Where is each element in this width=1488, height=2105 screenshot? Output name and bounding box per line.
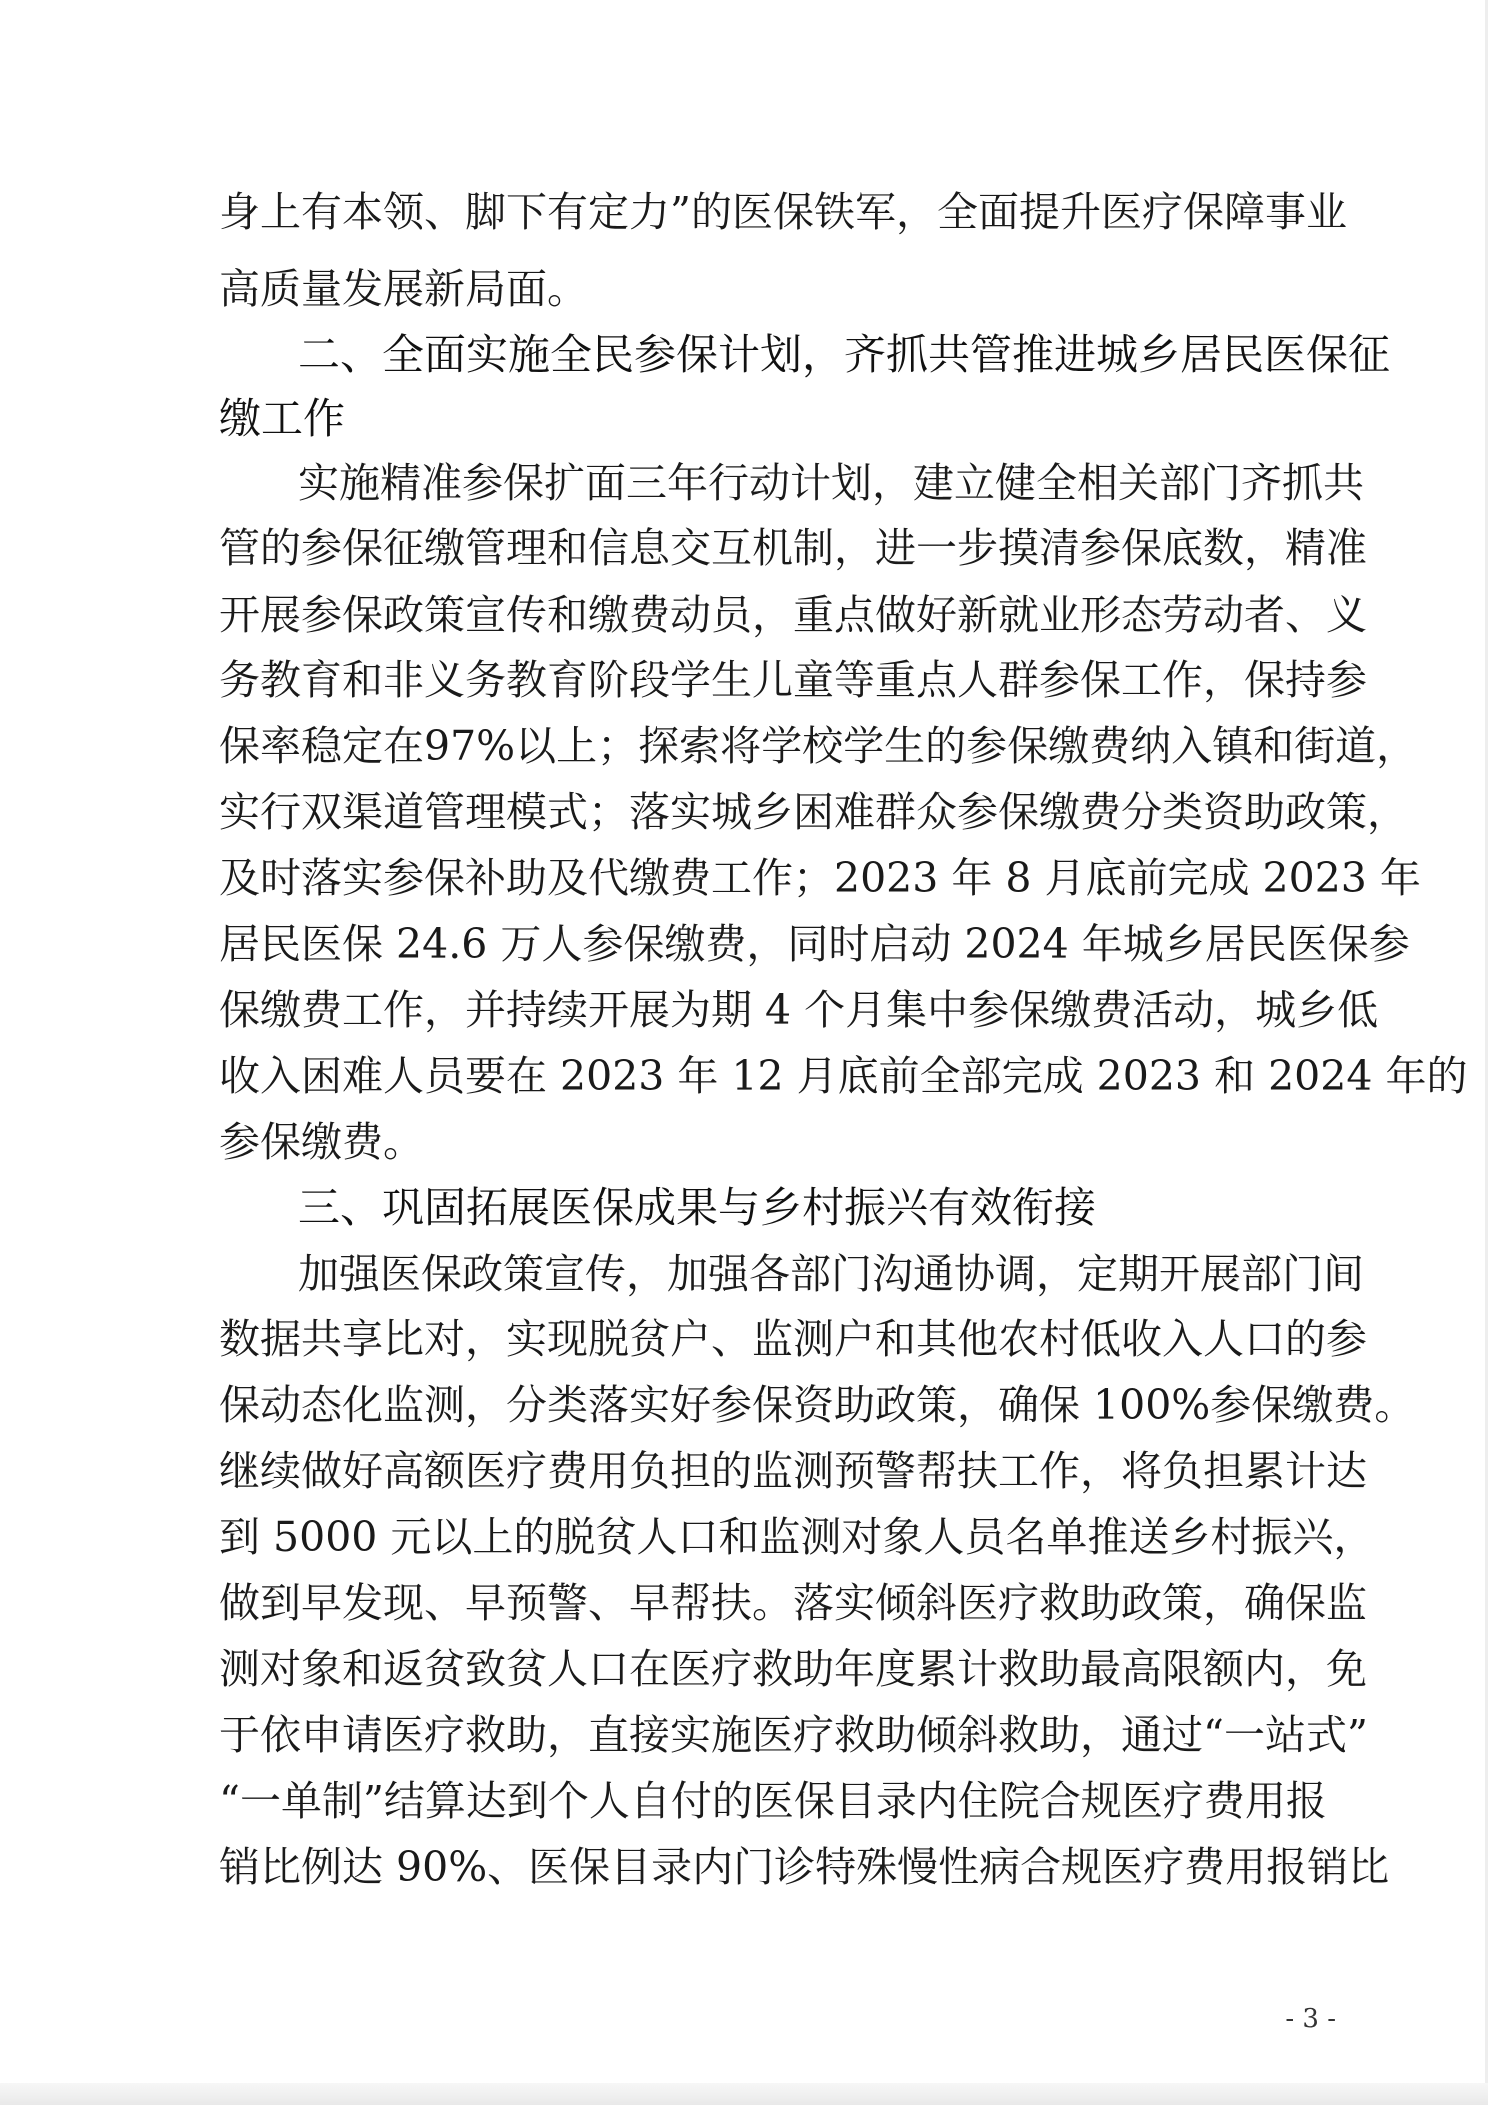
text-line: 实施精准参保扩面三年行动计划，建立健全相关部门齐抓共 xyxy=(298,459,1364,507)
text-line: 继续做好高额医疗费用负担的监测预警帮扶工作，将负担累计达 xyxy=(219,1447,1367,1495)
text-line: 数据共享比对，实现脱贫户、监测户和其他农村低收入人口的参 xyxy=(219,1315,1367,1363)
section-heading: 二、全面实施全民参保计划，齐抓共管推进城乡居民医保征 xyxy=(298,330,1391,379)
page-bottom-edge xyxy=(0,2083,1488,2105)
section-heading-cont: 缴工作 xyxy=(219,394,346,443)
text-line: 销比例达 90%、医保目录内门诊特殊慢性病合规医疗费用报销比 xyxy=(219,1843,1390,1891)
text-line: 居民医保 24.6 万人参保缴费，同时启动 2024 年城乡居民医保参 xyxy=(219,920,1410,968)
text-line: 于依申请医疗救助，直接实施医疗救助倾斜救助，通过“一站式” xyxy=(219,1711,1368,1759)
text-line: 到 5000 元以上的脱贫人口和监测对象人员名单推送乡村振兴， xyxy=(219,1513,1375,1561)
text-line: 务教育和非义务教育阶段学生儿童等重点人群参保工作，保持参 xyxy=(219,656,1367,704)
text-line: 开展参保政策宣传和缴费动员，重点做好新就业形态劳动者、义 xyxy=(219,591,1367,639)
text-line: 保缴费工作，并持续开展为期 4 个月集中参保缴费活动，城乡低 xyxy=(219,986,1379,1034)
text-line: 参保缴费。 xyxy=(219,1118,424,1166)
text-line: 收入困难人员要在 2023 年 12 月底前全部完成 2023 和 2024 年的 xyxy=(219,1052,1468,1100)
text-line: 管的参保征缴管理和信息交互机制，进一步摸清参保底数，精准 xyxy=(219,524,1367,572)
text-line: 实行双渠道管理模式；落实城乡困难群众参保缴费分类资助政策， xyxy=(219,788,1408,836)
section-heading: 三、巩固拓展医保成果与乡村振兴有效衔接 xyxy=(298,1183,1097,1232)
text-line: 身上有本领、脚下有定力”的医保铁军，全面提升医疗保障事业 xyxy=(219,188,1347,236)
text-line: 高质量发展新局面。 xyxy=(219,265,588,313)
text-line: 加强医保政策宣传，加强各部门沟通协调，定期开展部门间 xyxy=(298,1250,1364,1298)
text-line: 做到早发现、早预警、早帮扶。落实倾斜医疗救助政策，确保监 xyxy=(219,1579,1367,1627)
text-line: 保率稳定在97%以上；探索将学校学生的参保缴费纳入镇和街道， xyxy=(219,722,1418,770)
text-line: 及时落实参保补助及代缴费工作；2023 年 8 月底前完成 2023 年 xyxy=(219,854,1421,902)
text-line: “一单制”结算达到个人自付的医保目录内住院合规医疗费用报 xyxy=(219,1777,1327,1825)
page-number: - 3 - xyxy=(1285,2004,1336,2034)
text-line: 保动态化监测，分类落实好参保资助政策，确保 100%参保缴费。 xyxy=(219,1381,1416,1429)
text-line: 测对象和返贫致贫人口在医疗救助年度累计救助最高限额内，免 xyxy=(219,1645,1367,1693)
